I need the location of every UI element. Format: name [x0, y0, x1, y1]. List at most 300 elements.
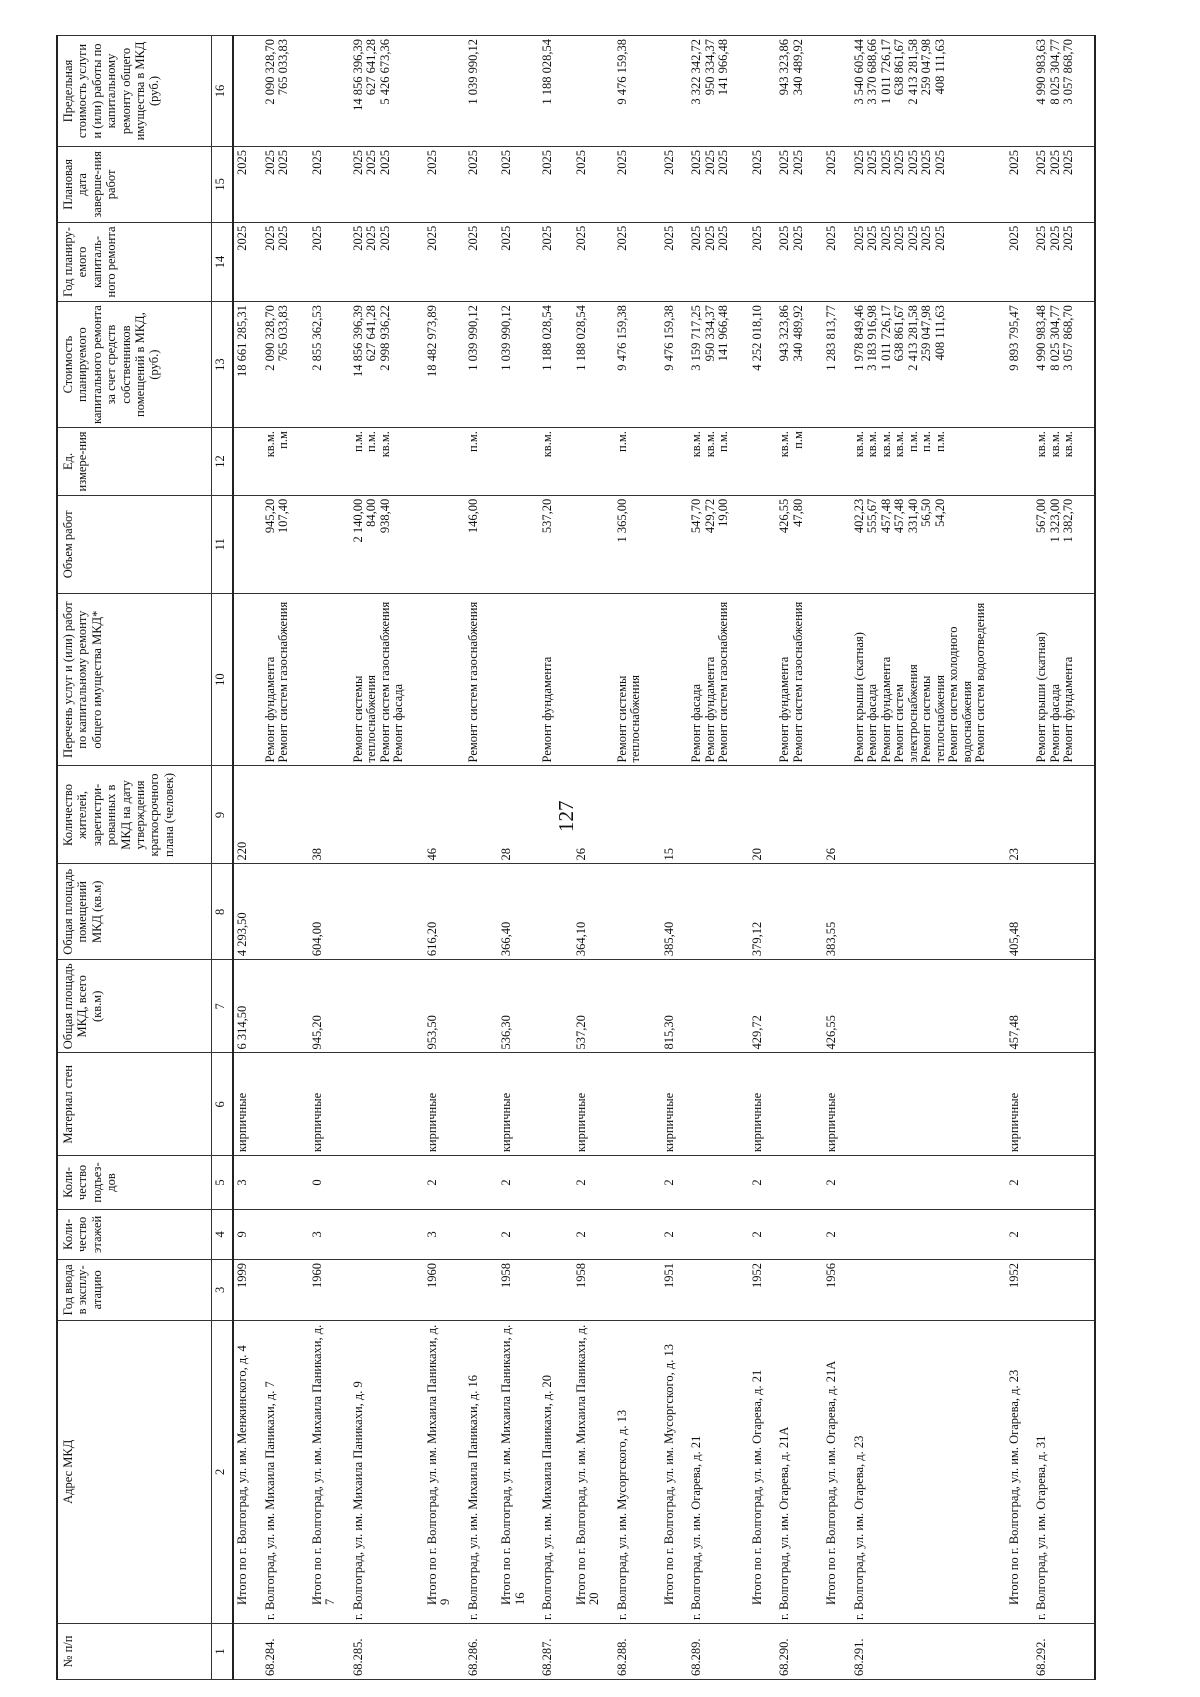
plan-year-line: 2025: [262, 225, 277, 251]
address-text: г. Волгоград, ул. им. Огарева, д. 21А: [777, 1426, 791, 1620]
works-list-line: Ремонт фундамента: [777, 656, 791, 763]
end-year-line: 2025: [824, 149, 838, 175]
row-number-value: 68.285.: [350, 1638, 365, 1676]
end-year: [233, 146, 264, 222]
end-year: [352, 146, 424, 222]
row-number: [853, 1624, 1006, 1680]
residents: [352, 766, 424, 864]
area-premises: [749, 864, 779, 960]
work-volume: [1006, 495, 1036, 593]
works-list: [1006, 593, 1036, 766]
unit-line: п.м.: [350, 431, 365, 452]
plan-year: [352, 222, 424, 301]
column-number: 4: [212, 1209, 234, 1259]
owner-cost-line: 408 111,63: [932, 305, 947, 361]
area-total: [467, 960, 499, 1053]
owner-cost: [498, 302, 541, 428]
works-list: [690, 593, 749, 766]
unit-line: кв.м.: [1047, 431, 1062, 458]
limit-cost: [661, 36, 691, 147]
address-text: г. Волгоград, ул. им. Мусоргского, д. 13: [614, 1409, 629, 1620]
residents-value: 15: [661, 847, 676, 861]
area-total-value: 429,72: [749, 1015, 764, 1050]
end-year-line: 2025: [499, 149, 513, 175]
entrances: [1035, 1156, 1095, 1210]
area-total: [823, 960, 853, 1053]
address-text: г. Волгоград, ул. им. Михаила Паникахи, д. 16: [465, 1375, 480, 1620]
owner-cost-line: 4 990 983,48: [1034, 305, 1048, 371]
area-premises: [823, 864, 853, 960]
year-built-value: 1958: [573, 1262, 588, 1288]
end-year: [541, 146, 573, 222]
row-number: [749, 1624, 779, 1680]
entrances: [661, 1156, 691, 1210]
unit: [467, 428, 499, 496]
plan-year-line: 2025: [932, 225, 947, 251]
owner-cost-line: 9 476 159,38: [661, 305, 676, 371]
area-premises: [233, 864, 264, 960]
address-text: г. Волгоград, ул. им. Огарева, д. 31: [1034, 1435, 1048, 1620]
wall-material-value: кирпичные: [749, 1092, 764, 1153]
wall-material: [749, 1053, 779, 1156]
year-built-value: 1956: [824, 1262, 838, 1288]
residents: [690, 766, 749, 864]
limit-cost-line: 3 057 868,70: [1061, 39, 1075, 105]
residents: [264, 766, 309, 864]
unit-line: п.м: [276, 431, 290, 449]
work-volume-line: 547,70: [689, 498, 703, 534]
limit-cost: [424, 36, 467, 147]
works-list-line: Ремонт систем газоснабжения: [790, 601, 805, 763]
wall-material: [264, 1053, 309, 1156]
plan-year-line: 2025: [689, 225, 703, 251]
works-list-line: Ремонт фасада: [391, 683, 405, 763]
area-premises: [1006, 864, 1036, 960]
table-row: [352, 36, 424, 1680]
year-built: [233, 1259, 264, 1320]
area-premises: [424, 864, 467, 960]
limit-cost: [352, 36, 424, 147]
unit-line: кв.м.: [865, 431, 879, 458]
unit: [541, 428, 573, 496]
row-number-value: 68.290.: [777, 1638, 791, 1676]
address-text: Итого по г. Волгоград, ул. им. Огарева, д. 21: [749, 1369, 764, 1605]
area-total: [573, 960, 616, 1053]
column-number: 16: [212, 36, 234, 147]
owner-cost-line: 1 039 990,12: [465, 305, 480, 371]
works-list-line: Ремонт крыши (скатная): [851, 632, 866, 763]
owner-cost: [778, 302, 823, 428]
unit: [661, 428, 691, 496]
owner-cost-line: 9 893 795,47: [1006, 305, 1021, 371]
end-year-line: 2025: [905, 149, 920, 175]
unit-line: п.м.: [716, 431, 730, 452]
owner-cost: [541, 302, 573, 428]
owner-cost-line: 1 011 726,17: [878, 305, 893, 371]
end-year-line: 2025: [777, 149, 791, 175]
end-year-line: 2025: [614, 149, 629, 175]
unit: [264, 428, 309, 496]
page-number: 127: [554, 800, 578, 832]
address-text: Итого по г. Волгоград, ул. им. Огарева, д. 23: [1006, 1369, 1021, 1605]
area-total: [690, 960, 749, 1053]
floors: [778, 1209, 823, 1259]
limit-cost-line: 4 990 983,63: [1034, 39, 1048, 105]
end-year-line: 2025: [851, 149, 866, 175]
entrances: [778, 1156, 823, 1210]
end-year-line: 2025: [309, 149, 324, 175]
header-col-8: Общая площадь помещений МКД (кв.м): [57, 864, 212, 960]
plan-year-line: 2025: [614, 225, 629, 251]
residents: [661, 766, 691, 864]
wall-material: [352, 1053, 424, 1156]
works-list-line: Ремонт систем газоснабжения: [465, 601, 480, 763]
work-volume: [264, 495, 309, 593]
address-text: г. Волгоград, ул. им. Огарева, д. 21: [689, 1435, 703, 1620]
unit: [233, 428, 264, 496]
unit-line: кв.м.: [1061, 431, 1075, 458]
area-total: [616, 960, 661, 1053]
works-list: [352, 593, 424, 766]
works-list-line: Ремонт фундамента: [262, 656, 277, 763]
works-list-line: Ремонт систем холодного водоснабжения: [946, 626, 974, 763]
wall-material: [424, 1053, 467, 1156]
area-premises-value: 616,20: [424, 921, 439, 957]
header-col-14: Год планиру-емого капиталь-ного ремонта: [57, 222, 212, 301]
row-number-value: 68.286.: [465, 1638, 480, 1676]
end-year: [424, 146, 467, 222]
area-premises-value: 385,40: [661, 921, 676, 957]
floors: [749, 1209, 779, 1259]
limit-cost: [1006, 36, 1036, 147]
entrances: [264, 1156, 309, 1210]
address-text: Итого по г. Волгоград, ул. им. Михаила Паникахи, д. 7: [309, 1324, 337, 1605]
entrances: [424, 1156, 467, 1210]
owner-cost: [1006, 302, 1036, 428]
works-list-line: Ремонт фундамента: [540, 656, 554, 763]
row-number: [424, 1624, 467, 1680]
plan-year-line: 2025: [777, 225, 791, 251]
header-col-9: Количество жителей, зарегистри-рованных в МКД на дату утверждения краткосрочного плана (человек): [57, 766, 212, 864]
unit-line: п.м.: [905, 431, 920, 452]
owner-cost: [616, 302, 661, 428]
plan-year-line: 2025: [573, 225, 588, 251]
plan-year: [690, 222, 749, 301]
year-built-value: 1952: [1006, 1262, 1021, 1288]
area-premises: [690, 864, 749, 960]
area-total: [749, 960, 779, 1053]
end-year-line: 2025: [350, 149, 365, 175]
row-number-value: 68.291.: [851, 1638, 866, 1676]
unit-line: кв.м.: [689, 431, 703, 458]
year-built: [498, 1259, 541, 1320]
wall-material: [541, 1053, 573, 1156]
works-list-line: Ремонт систем газоснабжения: [377, 601, 392, 763]
floors: [823, 1209, 853, 1259]
wall-material: [853, 1053, 1006, 1156]
plan-year-line: 2025: [865, 225, 879, 251]
plan-year-line: 2025: [377, 225, 392, 251]
header-col-11: Объем работ: [57, 495, 212, 593]
owner-cost-line: 2 090 328,70: [262, 305, 277, 371]
floors: [616, 1209, 661, 1259]
plan-year: [1006, 222, 1036, 301]
total-row: [498, 36, 541, 1680]
area-total: [498, 960, 541, 1053]
residents: [573, 766, 616, 864]
plan-year-line: 2025: [1006, 225, 1021, 251]
owner-cost: [309, 302, 352, 428]
residents-value: 46: [424, 847, 439, 861]
owner-cost: [467, 302, 499, 428]
end-year-line: 2025: [1034, 149, 1048, 175]
wall-material: [616, 1053, 661, 1156]
wall-material: [690, 1053, 749, 1156]
work-volume-line: 555,67: [865, 498, 879, 534]
works-list-line: Ремонт системы теплоснабжения: [919, 674, 947, 763]
unit: [352, 428, 424, 496]
entrances: [853, 1156, 1006, 1210]
plan-year-line: 2025: [749, 225, 764, 251]
wall-material-value: кирпичные: [499, 1092, 513, 1153]
limit-cost: [853, 36, 1006, 147]
row-number: [541, 1624, 573, 1680]
owner-cost: [573, 302, 616, 428]
residents: [1006, 766, 1036, 864]
end-year-line: 2025: [749, 149, 764, 175]
floors: [498, 1209, 541, 1259]
residents-value: 26: [824, 847, 838, 861]
limit-cost: [498, 36, 541, 147]
address-cell: [424, 1320, 467, 1623]
unit-line: кв.м.: [1034, 431, 1048, 458]
works-list-line: Ремонт крыши (скатная): [1034, 632, 1048, 763]
year-built: [352, 1259, 424, 1320]
work-volume: [541, 495, 573, 593]
year-built-value: 1960: [309, 1262, 324, 1288]
unit-line: п.м: [790, 431, 805, 449]
address-cell: [749, 1320, 779, 1623]
residents-value: 20: [749, 847, 764, 861]
plan-year: [616, 222, 661, 301]
column-number: 5: [212, 1156, 234, 1210]
work-volume-line: 331,40: [905, 498, 920, 534]
header-col-12: Ед. измере-ния: [57, 428, 212, 496]
floors: [309, 1209, 352, 1259]
year-built: [424, 1259, 467, 1320]
owner-cost-line: 1 188 028,54: [540, 305, 554, 371]
area-total: [661, 960, 691, 1053]
owner-cost-line: 950 334,37: [702, 305, 717, 362]
area-premises: [853, 864, 1006, 960]
entrances: [541, 1156, 573, 1210]
limit-cost: [616, 36, 661, 147]
address-cell: [661, 1320, 691, 1623]
address-text: Итого по г. Волгоград, ул. им. Михаила Паникахи, д. 16: [499, 1324, 527, 1605]
owner-cost: [424, 302, 467, 428]
row-number-value: 68.292.: [1034, 1638, 1048, 1676]
unit: [616, 428, 661, 496]
address-cell: [1006, 1320, 1036, 1623]
end-year: [264, 146, 309, 222]
wall-material: [573, 1053, 616, 1156]
area-total-value: 6 314,50: [235, 1005, 249, 1050]
limit-cost: [1035, 36, 1095, 147]
total-row: [749, 36, 779, 1680]
end-year-line: 2025: [661, 149, 676, 175]
owner-cost: [1035, 302, 1095, 428]
end-year-line: 2025: [702, 149, 717, 175]
area-total-value: 536,30: [499, 1015, 513, 1050]
table-row: [467, 36, 499, 1680]
row-number: [309, 1624, 352, 1680]
unit: [498, 428, 541, 496]
floors-value: 2: [1006, 1231, 1021, 1238]
work-volume: [778, 495, 823, 593]
work-volume-line: 402,23: [851, 498, 866, 534]
works-list: [616, 593, 661, 766]
unit: [424, 428, 467, 496]
owner-cost: [749, 302, 779, 428]
works-list-line: Ремонт фасада: [1047, 683, 1062, 763]
works-list: [778, 593, 823, 766]
wall-material: [1006, 1053, 1036, 1156]
floors: [352, 1209, 424, 1259]
owner-cost-line: 2 855 362,53: [309, 305, 324, 371]
owner-cost-line: 1 188 028,54: [573, 305, 588, 371]
floors: [424, 1209, 467, 1259]
unit-line: п.м.: [919, 431, 933, 452]
address-cell: [264, 1320, 309, 1623]
limit-cost: [541, 36, 573, 147]
residents: [853, 766, 1006, 864]
work-volume: [467, 495, 499, 593]
wall-material: [498, 1053, 541, 1156]
area-total: [541, 960, 573, 1053]
plan-year-line: 2025: [540, 225, 554, 251]
limit-cost-line: 141 966,48: [716, 39, 730, 96]
plan-year: [424, 222, 467, 301]
wall-material-value: кирпичные: [424, 1092, 439, 1153]
unit: [853, 428, 1006, 496]
area-premises: [661, 864, 691, 960]
year-built: [1035, 1259, 1095, 1320]
residents: [616, 766, 661, 864]
header-col-16: Предельная стоимость услуги и (или) работы по капитальному ремонту общего имущества в МКД (руб.): [57, 36, 212, 147]
unit: [1035, 428, 1095, 496]
area-premises-value: 366,40: [499, 921, 513, 957]
total-row: [233, 36, 264, 1680]
limit-cost-line: 1 039 990,12: [465, 39, 480, 105]
works-list: [823, 593, 853, 766]
unit: [690, 428, 749, 496]
entrances: [690, 1156, 749, 1210]
work-volume: [823, 495, 853, 593]
plan-year-line: 2025: [851, 225, 866, 251]
residents: [424, 766, 467, 864]
column-number: 6: [212, 1053, 234, 1156]
area-premises-value: 604,00: [309, 921, 324, 957]
row-number: [264, 1624, 309, 1680]
work-volume: [233, 495, 264, 593]
floors: [1006, 1209, 1036, 1259]
works-list-line: Ремонт системы теплоснабжения: [614, 674, 642, 763]
floors: [853, 1209, 1006, 1259]
row-number: [233, 1624, 264, 1680]
wall-material: [661, 1053, 691, 1156]
area-premises-value: 379,12: [749, 921, 764, 957]
work-volume-line: 1 323,00: [1047, 498, 1062, 543]
year-built-value: 1952: [749, 1262, 764, 1288]
end-year: [616, 146, 661, 222]
table-row: [616, 36, 661, 1680]
work-volume-line: 457,48: [892, 498, 906, 534]
area-total: [1006, 960, 1036, 1053]
works-list-line: Ремонт фасада: [865, 683, 879, 763]
end-year-line: 2025: [716, 149, 730, 175]
owner-cost: [352, 302, 424, 428]
limit-cost-line: 2 090 328,70: [262, 39, 277, 105]
unit-line: кв.м.: [377, 431, 392, 458]
plan-year: [823, 222, 853, 301]
work-volume-line: 426,55: [777, 498, 791, 534]
end-year: [749, 146, 779, 222]
address-cell: [778, 1320, 823, 1623]
area-total-value: 457,48: [1006, 1015, 1021, 1050]
work-volume: [573, 495, 616, 593]
residents: [233, 766, 264, 864]
column-number-row: [212, 36, 234, 1680]
works-list: [661, 593, 691, 766]
end-year: [467, 146, 499, 222]
area-total: [264, 960, 309, 1053]
limit-cost-line: 340 489,92: [790, 39, 805, 96]
unit: [749, 428, 779, 496]
address-text: Итого по г. Волгоград, ул. им. Менжинского, д. 4: [235, 1345, 249, 1605]
works-list: [233, 593, 264, 766]
unit-line: п.м.: [614, 431, 629, 452]
area-total: [424, 960, 467, 1053]
plan-year-line: 2025: [919, 225, 933, 251]
year-built: [823, 1259, 853, 1320]
work-volume-line: 1 382,70: [1061, 498, 1075, 543]
area-premises-value: 4 293,50: [235, 912, 249, 957]
table-row: [541, 36, 573, 1680]
table-row: [1035, 36, 1095, 1680]
entrances: [467, 1156, 499, 1210]
table-body: [233, 36, 1095, 1680]
work-volume-line: 938,40: [377, 498, 392, 534]
entrances: [573, 1156, 616, 1210]
limit-cost: [778, 36, 823, 147]
plan-year-line: 2025: [364, 225, 378, 251]
wall-material-value: кирпичные: [661, 1092, 676, 1153]
plan-year: [541, 222, 573, 301]
unit-line: кв.м.: [878, 431, 893, 458]
wall-material: [1035, 1053, 1095, 1156]
total-row: [573, 36, 616, 1680]
floors: [264, 1209, 309, 1259]
header-col-15: Плановая дата заверше-ния работ: [57, 146, 212, 222]
entrances-value: 3: [235, 1179, 249, 1186]
wall-material-value: кирпичные: [309, 1092, 324, 1153]
work-volume: [661, 495, 691, 593]
row-number: [778, 1624, 823, 1680]
column-number: 13: [212, 302, 234, 428]
address-text: г. Волгоград, ул. им. Михаила Паникахи, д. 9: [350, 1381, 365, 1620]
column-number: 14: [212, 222, 234, 301]
owner-cost-line: 259 047,98: [919, 305, 933, 362]
